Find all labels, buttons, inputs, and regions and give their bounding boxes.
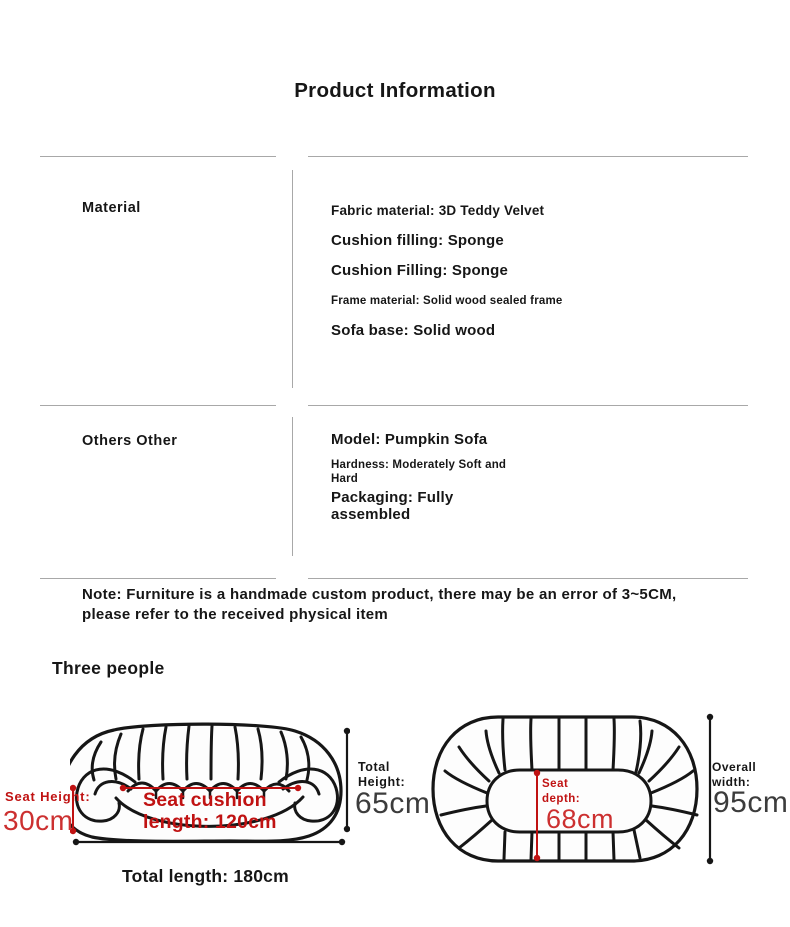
table-divider-row1 — [292, 170, 293, 388]
overall-width-label: Overall width: — [712, 760, 757, 789]
section-heading: Three people — [52, 658, 165, 678]
table-border-top-right — [308, 156, 748, 157]
seat-height-label: Seat Height: — [5, 789, 91, 804]
page-title: Product Information — [294, 79, 496, 102]
others-spec-cell — [331, 431, 751, 523]
total-length-label: Total length: 180cm — [122, 866, 289, 886]
total-height-value: 65cm — [355, 787, 431, 820]
spec-cushion-filling-1: Cushion filling: Sponge — [331, 232, 504, 249]
seat-depth-value: 68cm — [546, 804, 615, 834]
spec-packaging: Packaging: Fully assembled — [331, 489, 454, 523]
table-border-mid-left — [40, 405, 276, 406]
total-height-label: Total Height: — [358, 760, 406, 789]
spec-model: Model: Pumpkin Sofa — [331, 431, 488, 448]
table-divider-row2 — [292, 417, 293, 556]
total-height-dimension-line — [344, 728, 350, 832]
spec-hardness: Hardness: Moderately Soft and Hard — [331, 459, 507, 485]
table-border-mid-right — [308, 405, 748, 406]
row-label-others: Others Other — [82, 433, 178, 449]
seat-height-value: 30cm — [3, 805, 74, 836]
seat-cushion-length-label: Seat cushion length: 120cm — [143, 789, 277, 833]
overall-width-value: 95cm — [713, 786, 789, 819]
spec-frame-material: Frame material: Solid wood sealed frame — [331, 295, 563, 307]
row-label-material: Material — [82, 200, 141, 216]
table-border-top-left — [40, 156, 276, 157]
table-border-bottom-left — [40, 578, 276, 579]
material-spec-cell — [331, 203, 751, 340]
spec-cushion-filling-2: Cushion Filling: Sponge — [331, 262, 509, 279]
table-border-bottom-right — [308, 578, 748, 579]
spec-fabric-material: Fabric material: 3D Teddy Velvet — [331, 203, 545, 218]
seat-depth-label: Seat depth: — [542, 778, 581, 805]
note-text: Note: Furniture is a handmade custom product, there may be an error of 3~5CM, please refer to the received physical item — [82, 586, 677, 623]
spec-sofa-base: Sofa base: Solid wood — [331, 321, 496, 339]
